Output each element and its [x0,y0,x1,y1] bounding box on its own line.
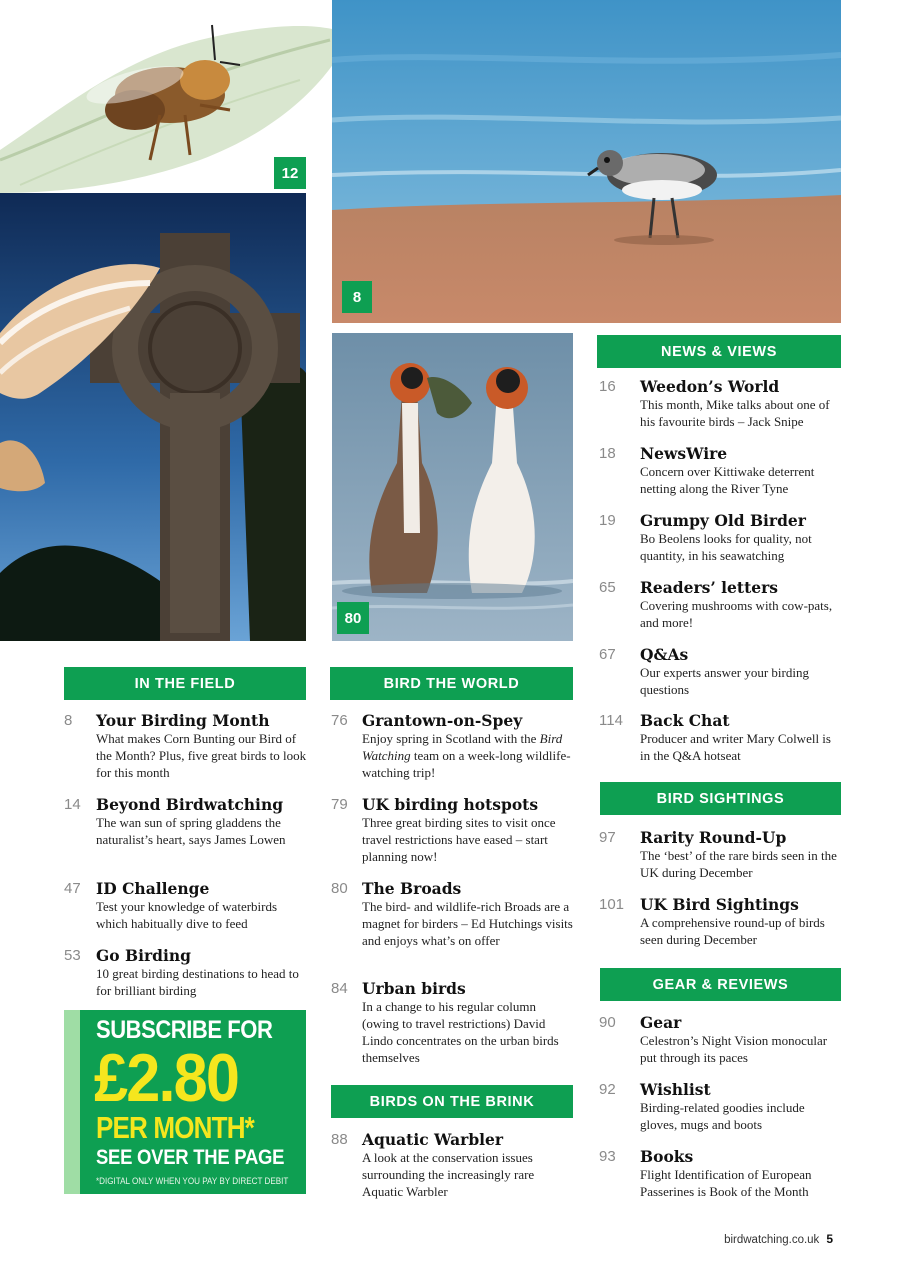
toc-title: Grantown-on-Spey [362,711,523,730]
toc-description: The wan sun of spring gladdens the naturalist’s heart, says James Lowen [96,815,286,847]
toc-title: Books [640,1147,694,1166]
subscribe-see-over: SEE OVER THE PAGE [96,1146,285,1169]
section-header-in-the-field: IN THE FIELD [64,667,306,700]
grebes-photo [332,333,573,641]
toc-page-number: 88 [331,1131,348,1148]
barn-owl-celtic-cross-photo-icon [0,193,306,641]
toc-description: Our experts answer your birding questions [640,665,809,697]
toc-title: Rarity Round-Up [640,828,787,847]
toc-entry[interactable] [331,712,573,781]
great-crested-grebes-photo-icon [332,333,573,641]
toc-page-number: 93 [599,1148,616,1165]
plover-photo-page-badge: 8 [342,281,372,313]
toc-title: Weedon’s World [640,377,780,396]
toc-page-number: 65 [599,579,616,596]
toc-title: Go Birding [96,946,191,965]
toc-entry[interactable] [599,512,843,564]
section-header-gear-reviews: GEAR & REVIEWS [600,968,841,1001]
toc-page-number: 67 [599,646,616,663]
toc-description: What makes Corn Bunting our Bird of the Month? Plus, five great birds to look for this month [96,731,307,780]
toc-entry[interactable] [599,1014,843,1066]
toc-entry[interactable] [64,880,309,932]
toc-page-number: 92 [599,1081,616,1098]
toc-page-number: 97 [599,829,616,846]
subscribe-promo[interactable] [64,1010,306,1194]
toc-description: The ‘best’ of the rare birds seen in the UK during December [640,848,837,880]
toc-description: A look at the conservation issues surrounding the increasingly rare Aquatic Warbler [362,1150,535,1199]
toc-title: Readers’ letters [640,578,778,597]
footer-page-number: 5 [826,1232,833,1246]
toc-page-number: 14 [64,796,81,813]
toc-description: In a change to his regular column (owing to travel restrictions) David Lindo concentrates on the urban birds themselves [362,999,559,1065]
toc-entry[interactable] [599,378,843,430]
toc-title: Urban birds [362,979,466,998]
section-header-birds-on-the-brink: BIRDS ON THE BRINK [331,1085,573,1118]
toc-description: Concern over Kittiwake deterrent netting along the River Tyne [640,464,815,496]
toc-page-number: 114 [599,712,623,729]
subscribe-stripe [64,1010,80,1194]
grey-plover-photo-icon [332,0,841,323]
toc-description [362,730,573,781]
toc-description: Celestron’s Night Vision monocular put through its paces [640,1033,828,1065]
toc-title: ID Challenge [96,879,210,898]
toc-entry[interactable] [331,796,573,865]
toc-page-number: 16 [599,378,616,395]
toc-title: Back Chat [640,711,730,730]
toc-entry[interactable] [599,896,843,948]
owl-cross-photo [0,193,306,641]
toc-entry[interactable] [331,1131,573,1200]
toc-description: Test your knowledge of waterbirds which habitually dive to feed [96,899,278,931]
toc-page-number: 19 [599,512,616,529]
toc-entry[interactable] [599,579,843,631]
toc-title: Gear [640,1013,682,1032]
toc-title: Wishlist [640,1080,711,1099]
toc-description: This month, Mike talks about one of his favourite birds – Jack Snipe [640,397,830,429]
toc-page-number: 80 [331,880,348,897]
toc-page-number: 101 [599,896,625,913]
section-header-bird-the-world: BIRD THE WORLD [330,667,573,700]
toc-entry[interactable] [599,445,843,497]
toc-entry[interactable] [599,829,843,881]
toc-title: Aquatic Warbler [362,1130,504,1149]
toc-description: Flight Identification of European Passerines is Book of the Month [640,1167,812,1199]
toc-description: Producer and writer Mary Colwell is in the Q&A hotseat [640,731,831,763]
toc-page-number: 8 [64,712,73,729]
toc-entry[interactable] [64,947,309,999]
subscribe-price: £2.80 [94,1040,239,1116]
toc-page-number: 84 [331,980,348,997]
toc-title: Beyond Birdwatching [96,795,284,814]
toc-description: 10 great birding destinations to head to for brilliant birding [96,966,299,998]
toc-title: UK Bird Sightings [640,895,799,914]
toc-page-number: 53 [64,947,81,964]
toc-entry[interactable] [599,1081,843,1133]
toc-entry[interactable] [599,712,843,764]
subscribe-disclaimer: *DIGITAL ONLY WHEN YOU PAY BY DIRECT DEBIT [96,1176,289,1186]
toc-title: Your Birding Month [96,711,270,730]
toc-entry[interactable] [331,880,573,949]
toc-page-number: 76 [331,712,348,729]
toc-description-end: team on a week-long wildlife-watching trip! [362,748,571,780]
toc-title: NewsWire [640,444,728,463]
toc-title: UK birding hotspots [362,795,539,814]
toc-description: Three great birding sites to visit once travel restrictions have eased – start planning now! [362,815,556,864]
plover-photo [332,0,841,323]
bee-photo [0,0,332,193]
subscribe-per-month: PER MONTH* [96,1110,254,1145]
toc-title: Q&As [640,645,689,664]
toc-description: A comprehensive round-up of birds seen during December [640,915,825,947]
grebes-photo-page-badge: 80 [337,602,369,634]
footer-site-link[interactable]: birdwatching.co.uk [724,1234,820,1246]
toc-description: Covering mushrooms with cow-pats, and more! [640,598,833,630]
page-footer [724,1232,833,1246]
toc-description-italic: Bird Watching [362,731,563,763]
toc-title: Grumpy Old Birder [640,511,806,530]
toc-description: The bird- and wildlife-rich Broads are a magnet for birders – Ed Hutchings visits and enjoys what’s on offer [362,899,573,948]
toc-entry[interactable] [331,980,573,1066]
toc-entry[interactable] [64,712,309,781]
toc-page-number: 79 [331,796,348,813]
toc-page-number: 47 [64,880,81,897]
toc-description: Birding-related goodies include gloves, mugs and boots [640,1100,805,1132]
toc-page-number: 90 [599,1014,616,1031]
bee-photo-page-badge: 12 [274,157,306,189]
subscribe-line-1: SUBSCRIBE FOR [96,1016,273,1044]
toc-description: Bo Beolens looks for quality, not quantity, in his seawatching [640,531,812,563]
toc-entry[interactable] [64,796,309,848]
toc-entry[interactable] [599,646,843,698]
toc-title: The Broads [362,879,462,898]
toc-description-start: Enjoy spring in Scotland with the [362,731,540,746]
section-header-news-views: NEWS & VIEWS [597,335,841,368]
section-header-bird-sightings: BIRD SIGHTINGS [600,782,841,815]
toc-entry[interactable] [599,1148,843,1200]
toc-page-number: 18 [599,445,616,462]
